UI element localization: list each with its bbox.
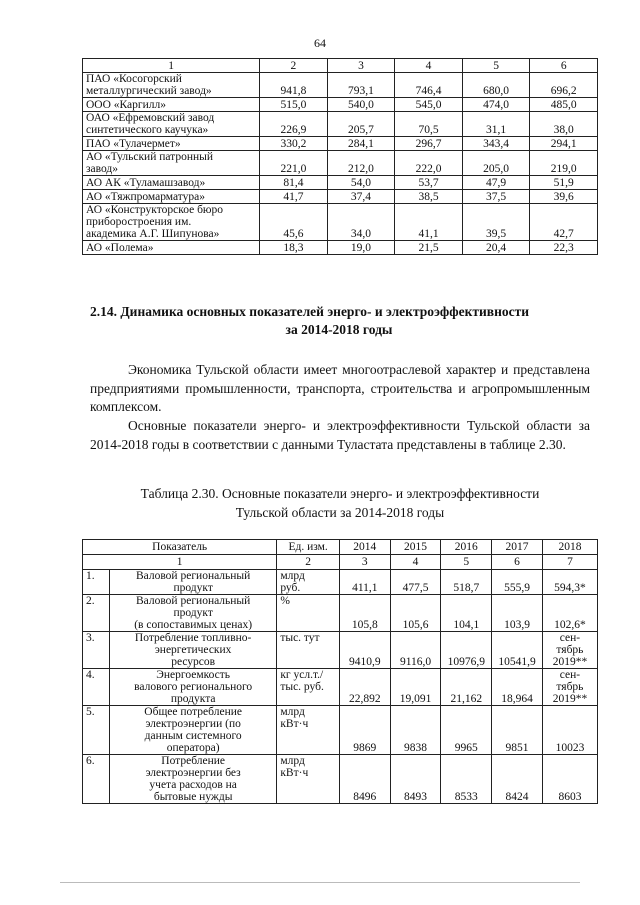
value-cell: 42,7 (530, 204, 598, 241)
table-row (83, 755, 598, 804)
company-name-line: АО «Тульский патронный (86, 151, 214, 163)
table-row (83, 632, 598, 669)
table-header-row (83, 59, 598, 73)
table-caption-line2: Тульской области за 2014-2018 годы (235, 505, 445, 520)
value-cell: 8533 (441, 755, 492, 804)
value-cell: 51,9 (530, 176, 598, 190)
value-cell: 219,0 (530, 151, 598, 176)
value-cell: 39,5 (462, 204, 530, 241)
value-cell: 9869 (339, 706, 390, 755)
section-heading (90, 303, 588, 339)
table-row (83, 73, 598, 98)
value-cell: 696,2 (530, 73, 598, 98)
indicator-label-line: валового регионального (134, 681, 253, 693)
paragraph-economy (90, 361, 590, 417)
value-cell: 103,9 (492, 595, 543, 632)
indicator-label-line: Энергоемкость (156, 669, 231, 681)
value-cell: 41,7 (260, 190, 328, 204)
company-name-line: АО «Тяжпромарматура» (86, 191, 206, 203)
table-row (83, 176, 598, 190)
indicator-label-line: Потребление топливно- (134, 632, 252, 644)
value-cell: 8424 (492, 755, 543, 804)
value-cell: 81,4 (260, 176, 328, 190)
indicator-label-cell (109, 706, 276, 755)
table-row (83, 595, 598, 632)
unit-cell (277, 595, 340, 632)
column-header: 2017 (492, 540, 543, 555)
value-cell: 793,1 (327, 73, 395, 98)
value-line: тябрь (556, 681, 584, 693)
row-index: 5. (83, 706, 110, 755)
company-name-line: ООО «Каргилл» (86, 99, 167, 111)
section-heading-line1: 2.14. Динамика основных показателей энерго- и электроэффективности (90, 304, 530, 319)
column-header: 2016 (441, 540, 492, 555)
indicator-label-line: энергетических (154, 644, 232, 656)
value-cell: 41,1 (395, 204, 463, 241)
unit-cell (277, 669, 340, 706)
table-row (83, 137, 598, 151)
value-cell: 474,0 (462, 98, 530, 112)
indicator-label-cell (109, 755, 276, 804)
unit-line: кВт·ч (280, 718, 309, 730)
value-cell: 9965 (441, 706, 492, 755)
value-cell: 477,5 (390, 570, 441, 595)
value-cell: 105,6 (390, 595, 441, 632)
paragraph-indicators-text: Основные показатели энерго- и электроэффективности Тульской области за 2014-2018 годы в соответствии с данными Туластата представлены в таблице 2.30. (90, 418, 590, 452)
company-name-line: приборостроения им. (86, 216, 192, 228)
unit-cell (277, 755, 340, 804)
value-cell: 104,1 (441, 595, 492, 632)
value-cell: 205,7 (327, 112, 395, 137)
company-name-cell (83, 98, 260, 112)
value-cell: 296,7 (395, 137, 463, 151)
indicator-label-cell (109, 669, 276, 706)
value-cell: 10023 (542, 706, 597, 755)
value-cell: 411,1 (339, 570, 390, 595)
unit-line: руб. (280, 582, 301, 594)
column-number: 5 (462, 59, 530, 73)
value-cell: 540,0 (327, 98, 395, 112)
value-cell: 284,1 (327, 137, 395, 151)
value-line: тябрь (556, 644, 584, 656)
value-cell: 18,3 (260, 241, 328, 255)
table-number-row (83, 555, 598, 570)
unit-line: % (280, 595, 290, 607)
value-cell: 680,0 (462, 73, 530, 98)
value-cell: 8493 (390, 755, 441, 804)
value-cell: 105,8 (339, 595, 390, 632)
value-cell: 31,1 (462, 112, 530, 137)
value-cell: 222,0 (395, 151, 463, 176)
indicator-label-line: Потребление (161, 755, 226, 767)
value-cell: 19,091 (390, 669, 441, 706)
value-cell: 594,3* (542, 570, 597, 595)
value-cell: 9851 (492, 706, 543, 755)
column-number: 2 (277, 555, 340, 570)
value-cell (542, 632, 597, 669)
indicator-label-line: ресурсов (171, 656, 216, 668)
table-row (83, 570, 598, 595)
column-header: 2015 (390, 540, 441, 555)
column-header: 2014 (339, 540, 390, 555)
company-name-cell (83, 190, 260, 204)
table-caption-line1: Таблица 2.30. Основные показатели энерго- и электроэффективности (140, 486, 540, 501)
value-cell: 21,5 (395, 241, 463, 255)
value-cell: 20,4 (462, 241, 530, 255)
indicator-label-line: данным системного (144, 730, 242, 742)
company-name-line: металлургический завод» (86, 85, 212, 97)
value-cell: 39,6 (530, 190, 598, 204)
company-name-line: синтетического каучука» (86, 124, 209, 136)
paragraph-economy-text: Экономика Тульской области имеет многоотраслевой характер и представлена предприятиями промышленности, транспорта, строительства и агропромышленным комплексом. (90, 362, 590, 415)
row-index: 4. (83, 669, 110, 706)
indicator-label-cell (109, 632, 276, 669)
value-cell: 746,4 (395, 73, 463, 98)
paragraph-indicators (90, 417, 590, 454)
company-name-cell (83, 151, 260, 176)
section-heading-line2: за 2014-2018 годы (285, 322, 393, 337)
value-cell: 515,0 (260, 98, 328, 112)
unit-line: кг усл.т./ (280, 669, 324, 681)
indicator-label-line: бытовые нужды (153, 791, 233, 803)
indicator-label-line: Валовой региональный (135, 570, 251, 582)
indicator-label-line: электроэнергии без (145, 767, 241, 779)
page-number: 64 (314, 36, 326, 50)
company-name-cell (83, 112, 260, 137)
company-name-line: ПАО «Косогорский (86, 73, 182, 85)
value-cell: 941,8 (260, 73, 328, 98)
value-cell: 54,0 (327, 176, 395, 190)
company-name-line: ПАО «Тулачермет» (86, 138, 181, 150)
company-name-cell (83, 137, 260, 151)
column-number: 3 (339, 555, 390, 570)
indicator-label-line: учета расходов на (149, 779, 237, 791)
value-line: 2019** (552, 693, 588, 705)
column-number: 1 (83, 555, 277, 570)
company-name-cell (83, 204, 260, 241)
value-cell: 21,162 (441, 669, 492, 706)
indicator-label-cell (109, 595, 276, 632)
value-cell: 53,7 (395, 176, 463, 190)
indicator-label-line: (в сопоставимых ценах) (134, 619, 253, 631)
table-header-row (83, 540, 598, 555)
table-caption (90, 484, 590, 522)
value-cell: 205,0 (462, 151, 530, 176)
value-cell: 19,0 (327, 241, 395, 255)
value-line: 2019** (552, 656, 588, 668)
row-index: 6. (83, 755, 110, 804)
column-number: 3 (327, 59, 395, 73)
scan-edge-line (60, 882, 580, 883)
column-header: 2018 (542, 540, 597, 555)
value-line: сен- (559, 669, 581, 681)
indicator-label-line: Валовой региональный (135, 595, 251, 607)
indicator-label-cell (109, 570, 276, 595)
table-row (83, 669, 598, 706)
company-name-line: завод» (86, 163, 119, 175)
company-name-line: академика А.Г. Шипунова» (86, 228, 220, 240)
indicator-label-line: продукта (170, 693, 216, 705)
company-name-cell (83, 241, 260, 255)
unit-line: млрд (280, 570, 305, 582)
company-name-line: АО «Конструкторское бюро (86, 204, 224, 216)
value-cell: 221,0 (260, 151, 328, 176)
value-cell: 485,0 (530, 98, 598, 112)
company-name-cell (83, 176, 260, 190)
unit-cell (277, 706, 340, 755)
value-cell: 8496 (339, 755, 390, 804)
row-index: 1. (83, 570, 110, 595)
table-row (83, 204, 598, 241)
table-row (83, 190, 598, 204)
value-line: сен- (559, 632, 581, 644)
unit-cell (277, 632, 340, 669)
value-cell: 37,4 (327, 190, 395, 204)
value-cell: 9410,9 (339, 632, 390, 669)
table-row (83, 706, 598, 755)
value-cell: 545,0 (395, 98, 463, 112)
enterprises-table (82, 58, 598, 255)
column-number: 6 (530, 59, 598, 73)
value-cell: 37,5 (462, 190, 530, 204)
value-cell: 9116,0 (390, 632, 441, 669)
value-cell: 70,5 (395, 112, 463, 137)
value-cell: 47,9 (462, 176, 530, 190)
value-cell: 8603 (542, 755, 597, 804)
indicator-label-line: продукт (173, 607, 213, 619)
column-header: Показатель (83, 540, 277, 555)
row-index: 3. (83, 632, 110, 669)
column-number: 7 (542, 555, 597, 570)
indicator-label-line: электроэнергии (по (145, 718, 241, 730)
value-cell: 22,3 (530, 241, 598, 255)
value-cell: 38,0 (530, 112, 598, 137)
table-row (83, 98, 598, 112)
company-name-cell (83, 73, 260, 98)
column-number: 1 (83, 59, 260, 73)
column-header: Ед. изм. (277, 540, 340, 555)
value-cell: 10541,9 (492, 632, 543, 669)
unit-line: кВт·ч (280, 767, 309, 779)
table-row (83, 241, 598, 255)
indicator-label-line: продукт (173, 582, 213, 594)
company-name-line: АО «Полема» (86, 242, 154, 254)
unit-line: тыс. руб. (280, 681, 324, 693)
value-cell: 9838 (390, 706, 441, 755)
column-number: 2 (260, 59, 328, 73)
value-cell: 22,892 (339, 669, 390, 706)
value-cell: 45,6 (260, 204, 328, 241)
row-index: 2. (83, 595, 110, 632)
value-cell: 294,1 (530, 137, 598, 151)
company-name-line: АО АК «Туламашзавод» (86, 177, 206, 189)
value-cell (542, 669, 597, 706)
company-name-line: ОАО «Ефремовский завод (86, 112, 215, 124)
table-row (83, 151, 598, 176)
indicator-label-line: оператора) (166, 742, 220, 754)
value-cell: 18,964 (492, 669, 543, 706)
unit-line: тыс. тут (280, 632, 320, 644)
value-cell: 34,0 (327, 204, 395, 241)
column-number: 4 (395, 59, 463, 73)
column-number: 5 (441, 555, 492, 570)
indicator-label-line: Общее потребление (144, 706, 242, 718)
value-cell: 102,6* (542, 595, 597, 632)
column-number: 4 (390, 555, 441, 570)
unit-line: млрд (280, 706, 305, 718)
unit-cell (277, 570, 340, 595)
value-cell: 38,5 (395, 190, 463, 204)
unit-line: млрд (280, 755, 305, 767)
column-number: 6 (492, 555, 543, 570)
value-cell: 212,0 (327, 151, 395, 176)
value-cell: 555,9 (492, 570, 543, 595)
value-cell: 226,9 (260, 112, 328, 137)
energy-efficiency-table (82, 539, 598, 804)
value-cell: 518,7 (441, 570, 492, 595)
table-row (83, 112, 598, 137)
value-cell: 343,4 (462, 137, 530, 151)
value-cell: 10976,9 (441, 632, 492, 669)
value-cell: 330,2 (260, 137, 328, 151)
